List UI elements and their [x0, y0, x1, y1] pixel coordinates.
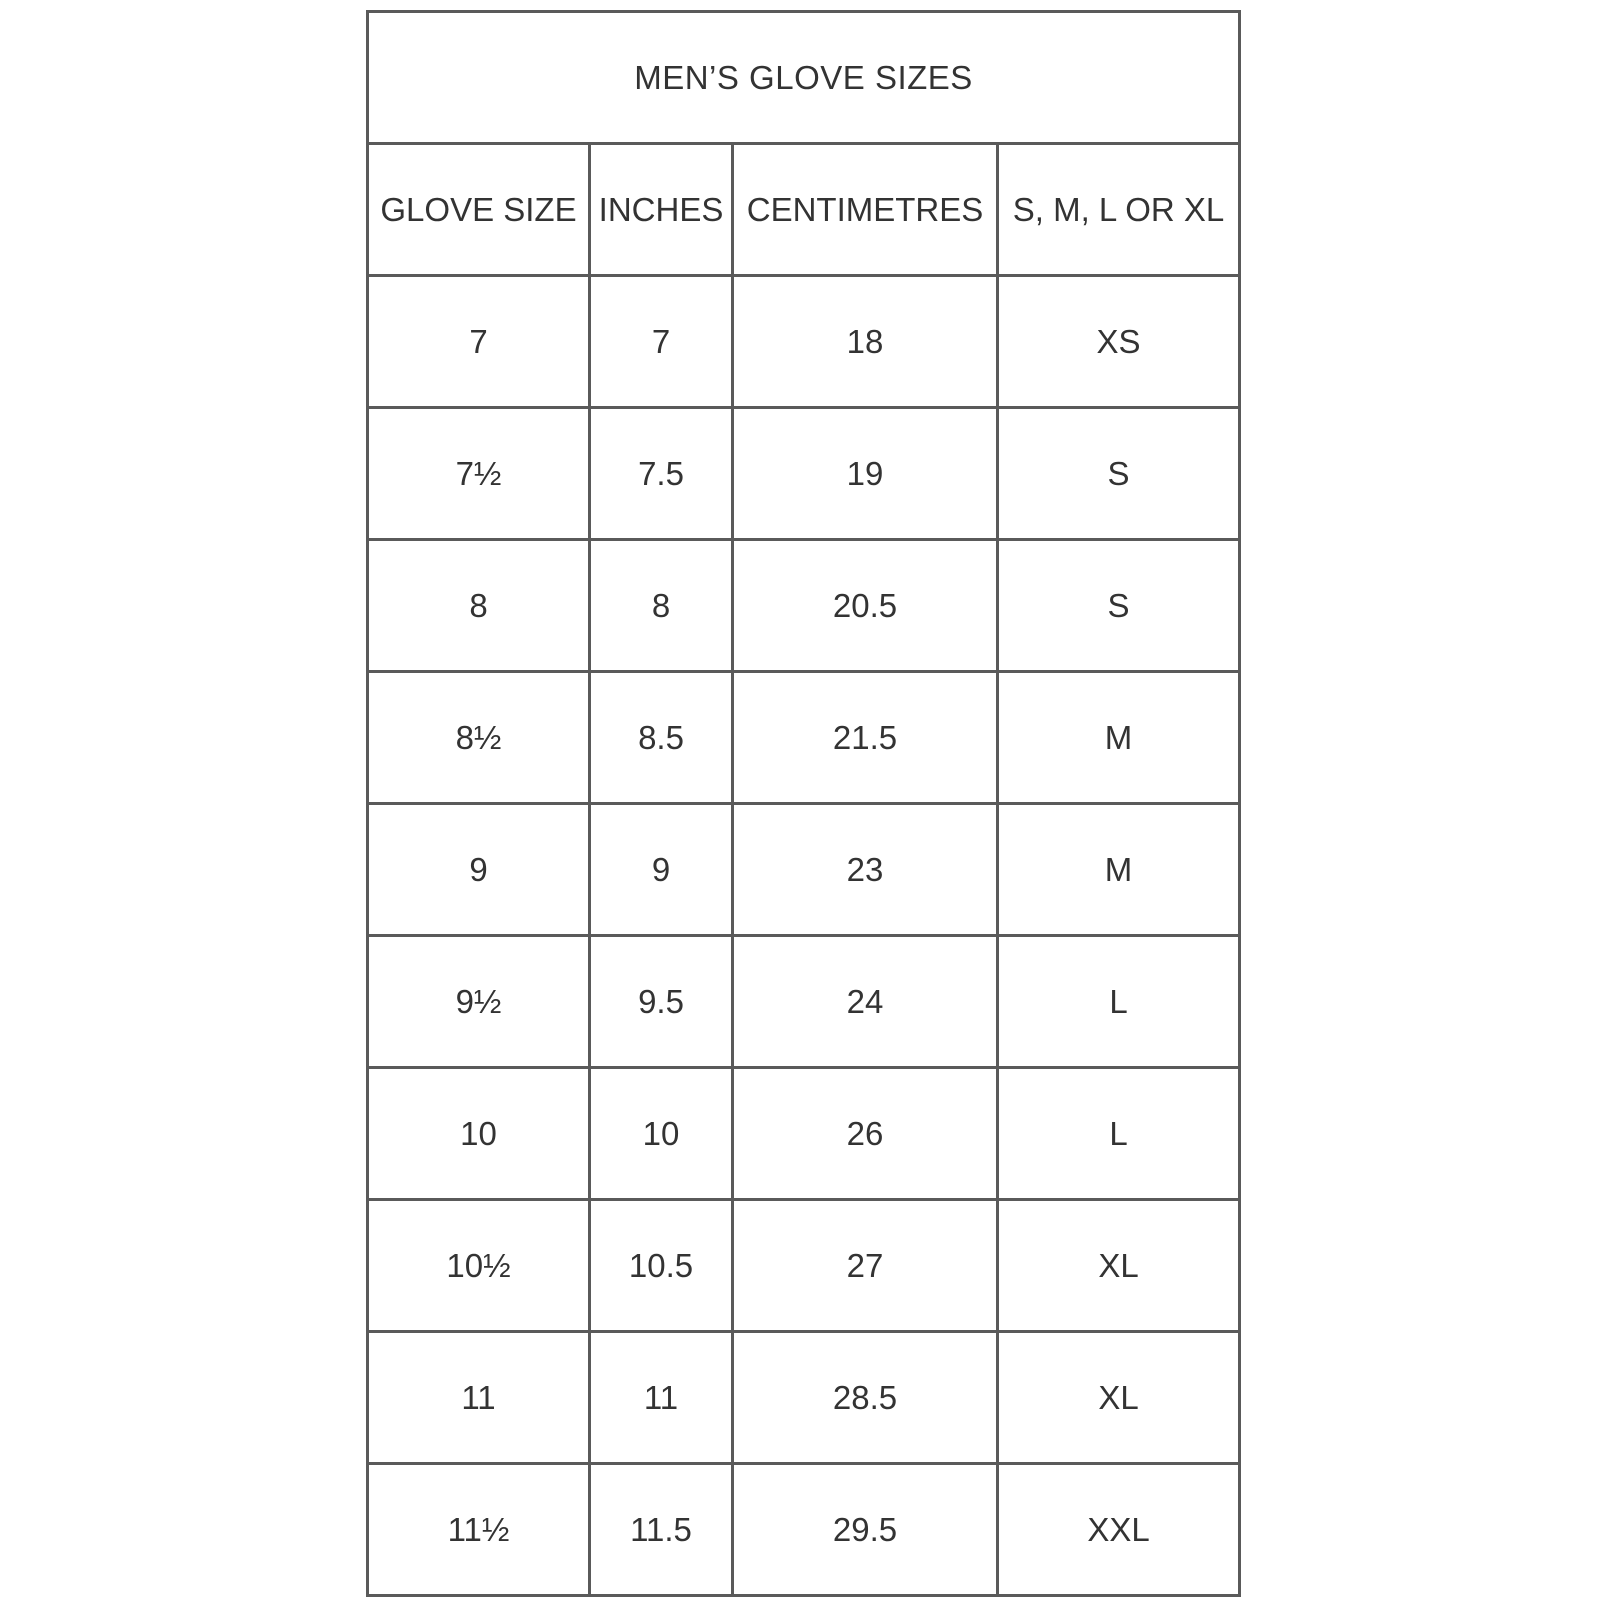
table-row — [368, 1464, 1240, 1596]
cell-letter-size: L — [998, 936, 1240, 1068]
cell-glove-size: 10 — [368, 1068, 590, 1200]
cell-centimetres: 19 — [733, 408, 998, 540]
table-row — [368, 1068, 1240, 1200]
title-row — [368, 12, 1240, 144]
cell-centimetres: 29.5 — [733, 1464, 998, 1596]
table-title: MEN’S GLOVE SIZES — [368, 12, 1240, 144]
cell-glove-size: 11½ — [368, 1464, 590, 1596]
table-row — [368, 408, 1240, 540]
cell-glove-size: 10½ — [368, 1200, 590, 1332]
cell-letter-size: XXL — [998, 1464, 1240, 1596]
cell-inches: 8 — [590, 540, 733, 672]
cell-letter-size: S — [998, 408, 1240, 540]
cell-inches: 7.5 — [590, 408, 733, 540]
cell-centimetres: 26 — [733, 1068, 998, 1200]
cell-letter-size: XL — [998, 1200, 1240, 1332]
cell-letter-size: XL — [998, 1332, 1240, 1464]
header-row — [368, 144, 1240, 276]
cell-inches: 10 — [590, 1068, 733, 1200]
cell-inches: 11.5 — [590, 1464, 733, 1596]
cell-inches: 7 — [590, 276, 733, 408]
cell-glove-size: 9½ — [368, 936, 590, 1068]
header-letter-size: S, M, L OR XL — [998, 144, 1240, 276]
cell-inches: 8.5 — [590, 672, 733, 804]
cell-glove-size: 8½ — [368, 672, 590, 804]
table-row — [368, 672, 1240, 804]
cell-inches: 11 — [590, 1332, 733, 1464]
cell-centimetres: 21.5 — [733, 672, 998, 804]
cell-centimetres: 28.5 — [733, 1332, 998, 1464]
cell-inches: 10.5 — [590, 1200, 733, 1332]
cell-glove-size: 11 — [368, 1332, 590, 1464]
cell-glove-size: 8 — [368, 540, 590, 672]
table-row — [368, 1200, 1240, 1332]
table-row — [368, 804, 1240, 936]
header-centimetres: CENTIMETRES — [733, 144, 998, 276]
header-inches: INCHES — [590, 144, 733, 276]
cell-centimetres: 20.5 — [733, 540, 998, 672]
cell-centimetres: 24 — [733, 936, 998, 1068]
cell-inches: 9 — [590, 804, 733, 936]
table-row — [368, 936, 1240, 1068]
table-row — [368, 540, 1240, 672]
cell-glove-size: 7 — [368, 276, 590, 408]
cell-glove-size: 9 — [368, 804, 590, 936]
cell-letter-size: L — [998, 1068, 1240, 1200]
cell-centimetres: 23 — [733, 804, 998, 936]
cell-letter-size: M — [998, 672, 1240, 804]
header-glove-size: GLOVE SIZE — [368, 144, 590, 276]
table-row — [368, 1332, 1240, 1464]
cell-glove-size: 7½ — [368, 408, 590, 540]
cell-letter-size: S — [998, 540, 1240, 672]
cell-inches: 9.5 — [590, 936, 733, 1068]
cell-letter-size: XS — [998, 276, 1240, 408]
table-row — [368, 276, 1240, 408]
cell-centimetres: 18 — [733, 276, 998, 408]
cell-letter-size: M — [998, 804, 1240, 936]
glove-size-table — [366, 10, 1241, 1597]
cell-centimetres: 27 — [733, 1200, 998, 1332]
